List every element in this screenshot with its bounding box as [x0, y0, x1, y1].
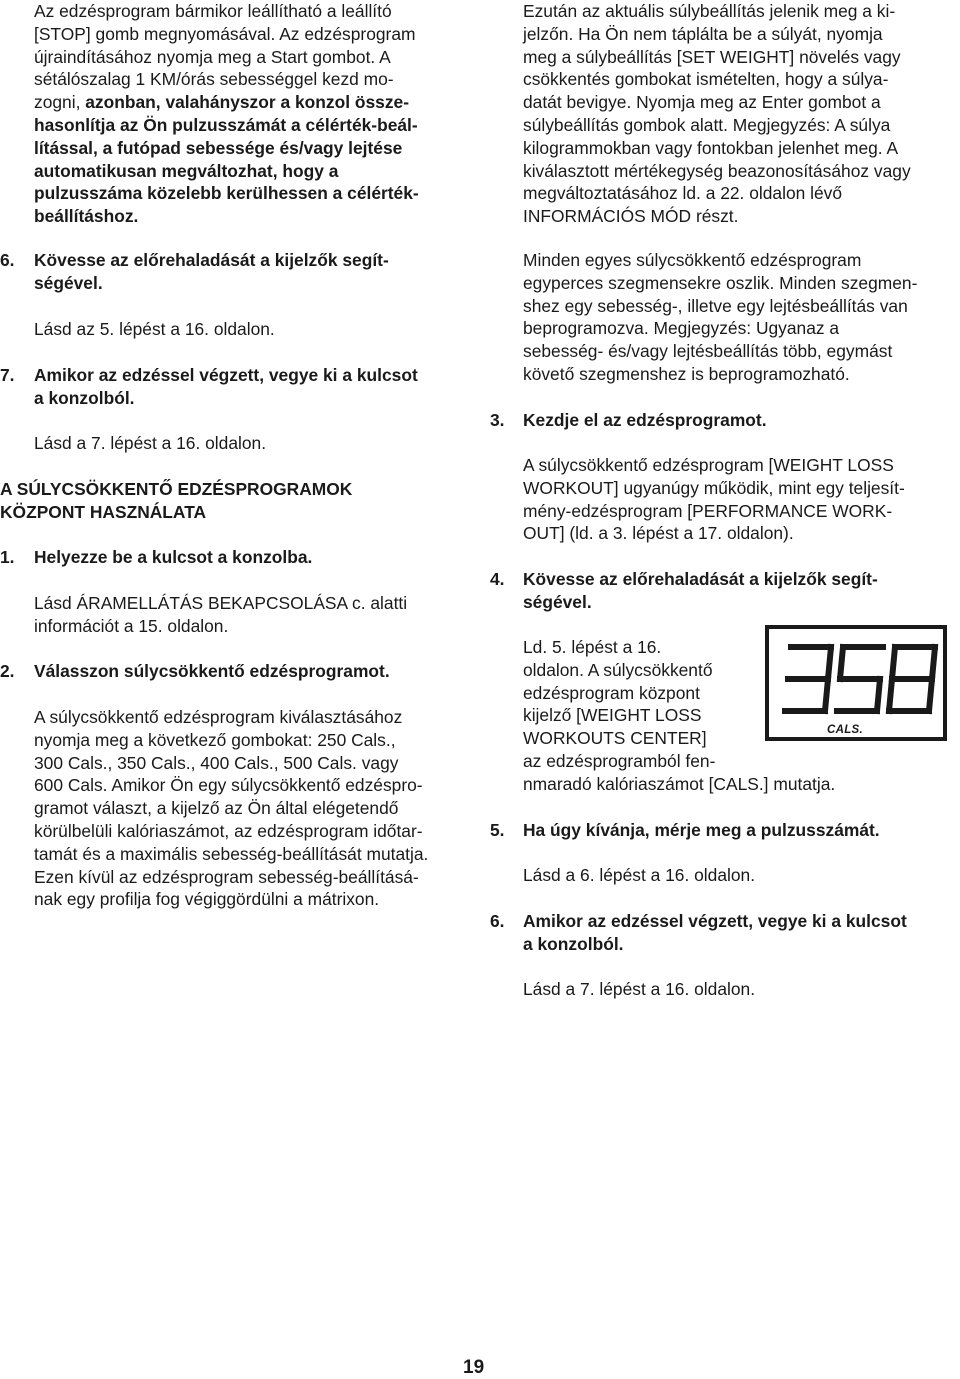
text-line: oldalon. A súlycsökkentő — [523, 659, 713, 680]
text-line — [34, 91, 419, 114]
step-number: 2. — [0, 661, 15, 681]
text-line: 600 Cals. Amikor Ön egy súlycsökkentő edzéspro- — [34, 775, 423, 796]
section-heading — [0, 478, 352, 524]
step7-text: Lásd a 7. lépést a 16. oldalon. — [34, 433, 267, 453]
text-line: mény-edzésprogram [PERFORMANCE WORK- — [523, 500, 893, 521]
text-line: jelzőn. Ha Ön nem táplálta be a súlyát, nyomja — [523, 23, 883, 44]
heading-line: KÖZPONT HASZNÁLATA — [0, 501, 207, 522]
segment-f — [892, 647, 895, 679]
step-number: 7. — [0, 365, 15, 385]
step6-text: Lásd az 5. lépést a 16. oldalon. — [34, 319, 275, 339]
s2-text — [34, 706, 428, 911]
s4-title — [523, 568, 878, 614]
calories-display — [765, 625, 947, 741]
text-line: meg a súlybeállítás [SET WEIGHT] növelés vagy — [523, 46, 901, 67]
text-line: A súlycsökkentő edzésprogram [WEIGHT LOSS — [523, 455, 894, 475]
bold-line: lítással, a futópad sebessége és/vagy lejtése — [34, 137, 403, 158]
bold-line: pulzusszáma közelebb kerülhessen a célérték- — [34, 183, 419, 204]
step6-title — [34, 249, 389, 295]
text-line: Amikor az edzéssel végzett, vegye ki a kulcsot — [523, 911, 907, 931]
seven-segment-digits — [769, 629, 943, 737]
text-line: súlybeállítás gombok alatt. Megjegyzés: A súlya — [523, 114, 891, 135]
text-line: kiválasztott mértékegység beazonosításához vagy — [523, 160, 911, 181]
text-line: [STOP] gomb megnyomásával. Az edzésprogram — [34, 23, 416, 44]
text-line: OUT] (ld. a 3. lépést a 17. oldalon). — [523, 523, 794, 544]
text-line: az edzésprogramból fen- — [523, 750, 716, 771]
segment-f — [840, 647, 843, 679]
text-line: Amikor az edzéssel végzett, vegye ki a kulcsot — [34, 365, 418, 385]
page-number: 19 — [463, 1357, 485, 1378]
text-line: kilogrammokban vagy fontokban jelenhet meg. A — [523, 137, 899, 158]
s5-title: Ha úgy kívánja, mérje meg a pulzusszámát. — [523, 820, 880, 840]
segment-b — [932, 647, 935, 679]
text-line: nmaradó kalóriaszámot [CALS.] mutatja. — [523, 773, 836, 794]
text-line: Lásd ÁRAMELLÁTÁS BEKAPCSOLÁSA c. alatti — [34, 593, 408, 613]
bold-line: beállításhoz. — [34, 206, 139, 227]
text-line: követő szegmenshez is beprogramozható. — [523, 363, 850, 384]
text-line: A súlycsökkentő edzésprogram kiválasztásához — [34, 707, 403, 727]
text-line: körülbelüli kalóriaszámot, az edzésprogram időtar- — [34, 820, 423, 841]
heading-line: A SÚLYCSÖKKENTŐ EDZÉSPROGRAMOK — [0, 479, 353, 499]
segment-b — [828, 647, 831, 679]
intro-paragraph — [34, 0, 419, 228]
text-line: WORKOUT] ugyanúgy működik, mint egy teljesít- — [523, 477, 905, 498]
s1-text — [34, 592, 407, 638]
text-line: a konzolból. — [34, 387, 135, 408]
text-line: tamát és a maximális sebesség-beállítását mutatja. — [34, 843, 429, 864]
text-line: a konzolból. — [523, 933, 624, 954]
bold-line: automatikusan megváltozhat, hogy a — [34, 160, 339, 181]
step-number: 1. — [0, 547, 15, 567]
step7-title — [34, 364, 418, 410]
text-line: Kövesse az előrehaladását a kijelzők segít- — [34, 250, 389, 270]
text-line: Ld. 5. lépést a 16. — [523, 637, 662, 657]
segment-c — [929, 679, 932, 711]
s2-title: Válasszon súlycsökkentő edzésprogramot. — [34, 661, 390, 681]
text-line: információt a 15. oldalon. — [34, 615, 229, 636]
text-line: egyperces szegmensekre oszlik. Minden szegmen- — [523, 272, 918, 293]
text-line: ségével. — [34, 272, 103, 293]
text-fragment: zogni, — [34, 92, 86, 113]
text-line: shez egy sebesség-, illetve egy lejtésbeállítás van — [523, 295, 908, 316]
cals-label: CALS. — [827, 724, 863, 736]
text-line: Minden egyes súlycsökkentő edzésprogram — [523, 250, 862, 270]
text-line: INFORMÁCIÓS MÓD részt. — [523, 206, 739, 227]
text-line: WORKOUTS CENTER] — [523, 728, 707, 749]
text-line: csökkentés gombokat ismételten, hogy a súlya- — [523, 69, 889, 90]
bold-line: hasonlítja az Ön pulzusszámát a célérték-beál- — [34, 114, 418, 135]
step-number: 6. — [490, 911, 505, 931]
segment-c — [825, 679, 828, 711]
text-line: Ezután az aktuális súlybeállítás jelenik meg a ki- — [523, 1, 896, 21]
text-line: datát bevigye. Nyomja meg az Enter gombot a — [523, 92, 881, 113]
text-line: újraindításához nyomja meg a Start gombot. A — [34, 46, 391, 67]
step-number: 6. — [0, 250, 15, 270]
text-line: sebesség- és/vagy lejtésbeállítás több, egymást — [523, 341, 893, 362]
text-line: kijelző [WEIGHT LOSS — [523, 705, 702, 726]
text-line: Az edzésprogram bármikor leállítható a leállító — [34, 1, 392, 21]
weight-paragraph — [523, 0, 911, 228]
text-line: ségével. — [523, 591, 592, 612]
text-line: nak egy profilja fog végiggördülni a mátrixon. — [34, 889, 380, 910]
step-number: 4. — [490, 569, 505, 589]
step-number: 5. — [490, 820, 505, 840]
bold-fragment: azonban, valahányszor a konzol össze- — [85, 92, 409, 113]
text-line: sétálószalag 1 KM/órás sebességgel kezd mo- — [34, 69, 394, 90]
text-line: 300 Cals., 350 Cals., 400 Cals., 500 Cals. vagy — [34, 752, 399, 773]
s5-text: Lásd a 6. lépést a 16. oldalon. — [523, 865, 756, 885]
text-line: megváltoztatásához ld. a 22. oldalon lévő — [523, 183, 843, 204]
segments-paragraph — [523, 249, 917, 386]
s1-title: Helyezze be a kulcsot a konzolba. — [34, 547, 313, 567]
text-line: gramot választ, a kijelző az Ön által elégetendő — [34, 798, 399, 819]
step-number: 3. — [490, 410, 505, 430]
text-line: nyomja meg a következő gombokat: 250 Cals., — [34, 729, 396, 750]
text-line: edzésprogram központ — [523, 682, 700, 703]
s3-text — [523, 454, 905, 545]
segment-c — [877, 679, 880, 711]
s6-text: Lásd a 7. lépést a 16. oldalon. — [523, 979, 756, 999]
s3-title: Kezdje el az edzésprogramot. — [523, 410, 767, 430]
segment-e — [889, 679, 892, 711]
s6-title — [523, 910, 907, 956]
text-line: Kövesse az előrehaladását a kijelzők segít- — [523, 569, 878, 589]
text-line: Ezen kívül az edzésprogram sebesség-beállításá- — [34, 866, 419, 887]
text-line: beprogramozva. Megjegyzés: Ugyanaz a — [523, 318, 840, 339]
